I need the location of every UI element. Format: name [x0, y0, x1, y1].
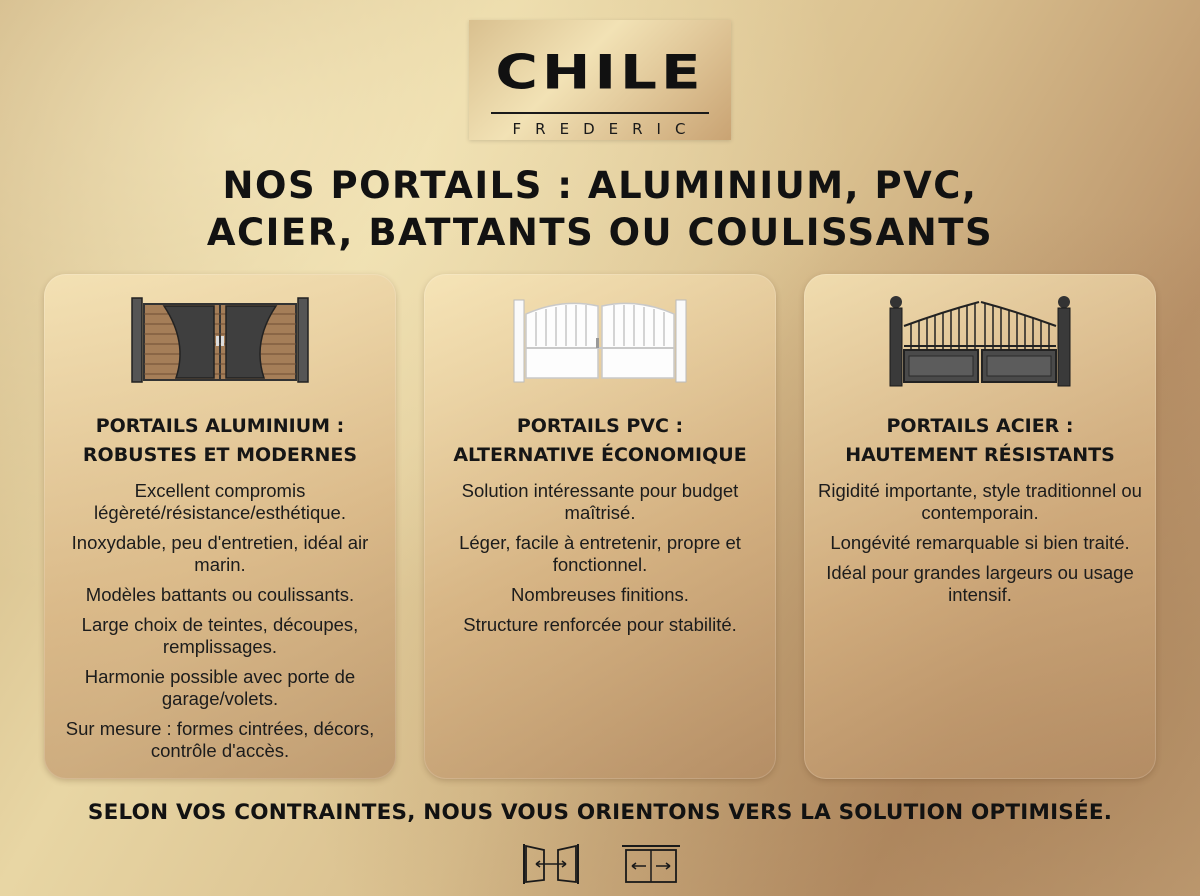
list-item: Nombreuses finitions.: [511, 584, 689, 605]
page-title-line1: NOS PORTAILS : ALUMINIUM, PVC,: [222, 164, 978, 207]
page-title-line2: ACIER, BATTANTS OU COULISSANTS: [206, 211, 994, 254]
logo-divider: [491, 112, 709, 114]
aluminium-gate-icon: [44, 294, 396, 394]
list-item: Excellent compromis légèreté/résistance/esthétique.: [94, 480, 346, 523]
sliding-gate-icon: [620, 842, 682, 890]
card-points: [438, 480, 762, 644]
swing-gate-icon: [520, 842, 582, 890]
card-points: [58, 480, 382, 770]
list-item: Léger, facile à entretenir, propre et fonctionnel.: [459, 532, 741, 575]
card-title: [434, 412, 766, 470]
card-title-line1: PORTAILS ALUMINIUM :: [95, 415, 345, 437]
card-title: [54, 412, 386, 470]
page-title: [40, 162, 1160, 256]
list-item: Harmonie possible avec porte de garage/volets.: [84, 666, 356, 709]
card-title-line1: PORTAILS PVC :: [516, 415, 684, 437]
logo: [469, 20, 731, 140]
list-item: Solution intéressante pour budget maîtrisé.: [461, 480, 739, 523]
logo-name: CHILE: [495, 44, 705, 100]
card-points: [818, 480, 1142, 614]
list-item: Structure renforcée pour stabilité.: [463, 614, 737, 635]
card-pvc: [424, 274, 776, 779]
card-title: [814, 412, 1146, 470]
list-item: Longévité remarquable si bien traité.: [830, 532, 1130, 553]
card-aluminium: [44, 274, 396, 779]
card-title-line2: ROBUSTES ET MODERNES: [82, 444, 358, 466]
card-title-line2: ALTERNATIVE ÉCONOMIQUE: [453, 444, 747, 466]
list-item: Idéal pour grandes largeurs ou usage intensif.: [826, 562, 1134, 605]
list-item: Inoxydable, peu d'entretien, idéal air marin.: [71, 532, 369, 575]
list-item: Modèles battants ou coulissants.: [85, 584, 355, 605]
pvc-gate-icon: [424, 294, 776, 394]
card-title-line1: PORTAILS ACIER :: [886, 415, 1074, 437]
list-item: Sur mesure : formes cintrées, décors, contrôle d'accès.: [65, 718, 375, 761]
steel-gate-icon: [804, 294, 1156, 394]
list-item: Rigidité importante, style traditionnel ou contemporain.: [818, 480, 1142, 523]
footer-tagline: SELON VOS CONTRAINTES, NOUS VOUS ORIENTONS VERS LA SOLUTION OPTIMISÉE.: [87, 800, 1113, 825]
logo-subname: FREDERIC: [512, 120, 700, 138]
card-acier: [804, 274, 1156, 779]
list-item: Large choix de teintes, découpes, remplissages.: [81, 614, 359, 657]
card-title-line2: HAUTEMENT RÉSISTANTS: [845, 444, 1115, 466]
